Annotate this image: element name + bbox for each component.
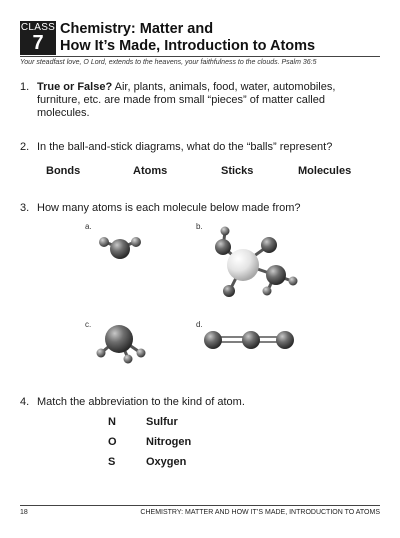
atom-name-sulfur: Sulfur <box>146 416 178 428</box>
molecule-label-b: b. <box>196 222 203 231</box>
question-4 <box>20 396 380 410</box>
atom-b-4 <box>266 265 286 285</box>
atom-name-oxygen: Oxygen <box>146 456 187 468</box>
atom-a-2 <box>131 237 141 247</box>
atom-b-center <box>227 249 259 281</box>
class-number: 7 <box>32 32 44 54</box>
question-4-text: Match the abbreviation to the kind of atom. <box>37 396 245 408</box>
atom-d-1 <box>204 331 222 349</box>
question-2-number: 2. <box>20 141 30 153</box>
molecule-a <box>99 237 141 259</box>
atom-b-1 <box>221 227 230 236</box>
option-sticks[interactable]: Sticks <box>221 165 254 177</box>
question-1-body: Air, plants, animals, food, water, automobiles, furniture, etc. are made from small “pieces” of matter called molecules. <box>37 81 336 119</box>
footer-divider <box>20 505 380 506</box>
question-4-number: 4. <box>20 396 30 408</box>
title-line-2: How It’s Made, Introduction to Atoms <box>60 37 316 54</box>
question-3-text: How many atoms is each molecule below made from? <box>37 202 301 214</box>
question-1-lead: True or False? <box>37 81 113 93</box>
molecule-c <box>97 325 146 364</box>
molecule-label-d: d. <box>196 320 203 329</box>
class-word: CLASS <box>20 22 56 33</box>
abbreviation-s: S <box>108 456 116 468</box>
question-3-number: 3. <box>20 202 30 214</box>
page-number: 18 <box>20 509 28 516</box>
title-line-1: Chemistry: Matter and <box>60 21 214 37</box>
abbreviation-n: N <box>108 416 116 428</box>
abbreviation-o: O <box>108 436 117 448</box>
atom-c-2 <box>137 349 146 358</box>
atom-c-1 <box>97 349 106 358</box>
atom-b-2 <box>215 239 231 255</box>
molecule-b <box>215 227 298 298</box>
running-title: CHEMISTRY: MATTER AND HOW IT’S MADE, INTRODUCTION TO ATOMS <box>140 509 380 516</box>
option-molecules[interactable]: Molecules <box>298 165 352 177</box>
atom-d-3 <box>276 331 294 349</box>
question-1-number: 1. <box>20 81 30 93</box>
atom-b-6 <box>289 277 298 286</box>
molecule-label-c: c. <box>85 320 92 329</box>
molecule-label-a: a. <box>85 222 92 231</box>
atom-name-nitrogen: Nitrogen <box>146 436 192 448</box>
atom-c-center <box>105 325 133 353</box>
atom-b-7 <box>223 285 235 297</box>
atom-c-3 <box>124 355 133 364</box>
molecule-d <box>204 331 294 349</box>
question-2-text: In the ball-and-stick diagrams, what do the “balls” represent? <box>37 141 333 153</box>
atom-a-center <box>110 239 130 259</box>
option-atoms[interactable]: Atoms <box>133 165 168 177</box>
atom-a-1 <box>99 237 109 247</box>
option-bonds[interactable]: Bonds <box>46 165 81 177</box>
atom-b-3 <box>261 237 277 253</box>
atom-b-5 <box>263 287 272 296</box>
atom-d-2 <box>242 331 260 349</box>
scripture-verse: Your steadfast love, O Lord, extends to the heavens, your faithfulness to the clouds. Psalm 36:5 <box>20 59 317 66</box>
